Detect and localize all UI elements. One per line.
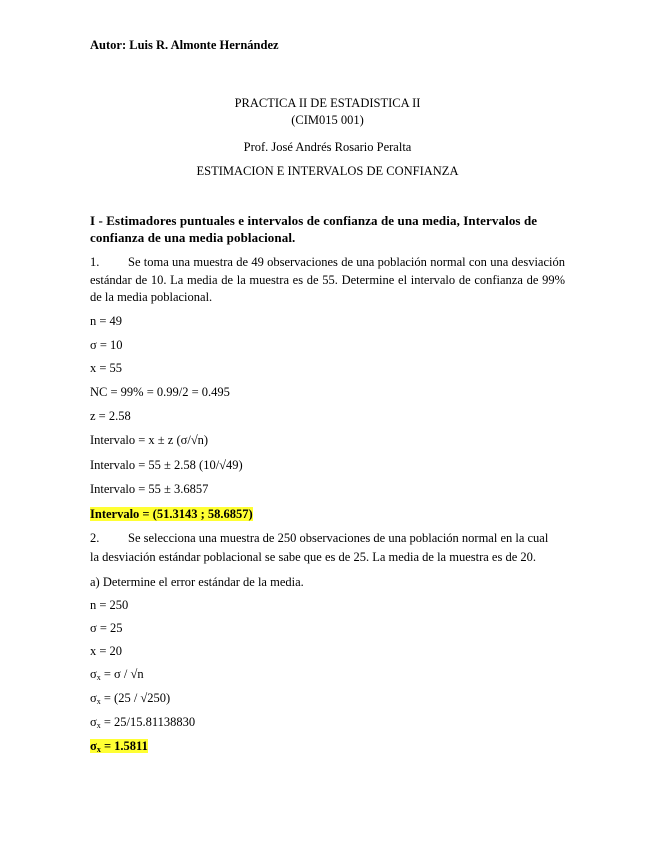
p2-formula-1 <box>90 667 144 682</box>
sigma-symbol: σ <box>90 667 97 681</box>
p2-formula-2 <box>90 691 170 706</box>
topic-heading: ESTIMACION E INTERVALOS DE CONFIANZA <box>196 164 459 178</box>
problem-2-line-1 <box>90 531 548 546</box>
result-text: = 1.5811 <box>100 739 148 753</box>
p1-line: x = 55 <box>90 361 123 375</box>
p2-result-highlight <box>90 739 148 753</box>
section-title: I - Estimadores puntuales e intervalos de confianza de una media, Intervalos de confianza de una media poblacional. <box>90 213 538 245</box>
p1-result <box>90 507 253 522</box>
p1-result-highlight: Intervalo = (51.3143 ; 58.6857) <box>90 507 253 521</box>
author-line: Autor: Luis R. Almonte Hernández <box>90 38 279 52</box>
sigma-symbol: σ <box>90 739 97 753</box>
problem-1-statement <box>90 254 565 307</box>
problem-1-text: Se toma una muestra de 49 observaciones de una población normal con una desviación estándar de 10. La media de la muestra es de 55. Determine el intervalo de confianza de 99% de la media poblacional. <box>90 255 565 304</box>
p1-line: Intervalo = 55 ± 3.6857 <box>90 482 209 496</box>
p1-line: σ = 10 <box>90 338 123 352</box>
professor-line: Prof. José Andrés Rosario Peralta <box>243 140 412 154</box>
formula-2-text: = (25 / √250) <box>100 691 171 705</box>
p1-line: n = 49 <box>90 314 123 328</box>
sigma-subscript: x <box>96 745 101 754</box>
problem-2-number: 2. <box>90 531 100 545</box>
p1-line: Intervalo = 55 ± 2.58 (10/√49) <box>90 458 243 472</box>
sigma-subscript: x <box>96 673 101 682</box>
formula-1-text: = σ / √n <box>100 667 144 681</box>
problem-2-part-a: a) Determine el error estándar de la media. <box>90 575 304 589</box>
sigma-subscript: x <box>96 697 101 706</box>
p1-line: z = 2.58 <box>90 409 131 423</box>
sigma-symbol: σ <box>90 691 97 705</box>
sigma-subscript: x <box>96 721 101 730</box>
p1-line: NC = 99% = 0.99/2 = 0.495 <box>90 385 230 399</box>
p2-line: n = 250 <box>90 598 129 612</box>
p2-formula-3 <box>90 715 195 730</box>
course-code: (CIM015 001) <box>291 113 364 127</box>
document-title: PRACTICA II DE ESTADISTICA II <box>234 96 421 110</box>
sigma-symbol: σ <box>90 715 97 729</box>
problem-1-number: 1. <box>90 255 100 269</box>
p2-line: σ = 25 <box>90 621 123 635</box>
problem-2-text-line-1: Se selecciona una muestra de 250 observaciones de una población normal en la cual <box>128 531 549 545</box>
problem-2-text-line-2: la desviación estándar poblacional se sabe que es de 25. La media de la muestra es de 20. <box>90 550 537 564</box>
formula-3-text: = 25/15.81138830 <box>100 715 196 729</box>
p2-result <box>90 739 148 754</box>
p1-line: Intervalo = x ± z (σ/√n) <box>90 433 209 447</box>
p2-line: x = 20 <box>90 644 123 658</box>
